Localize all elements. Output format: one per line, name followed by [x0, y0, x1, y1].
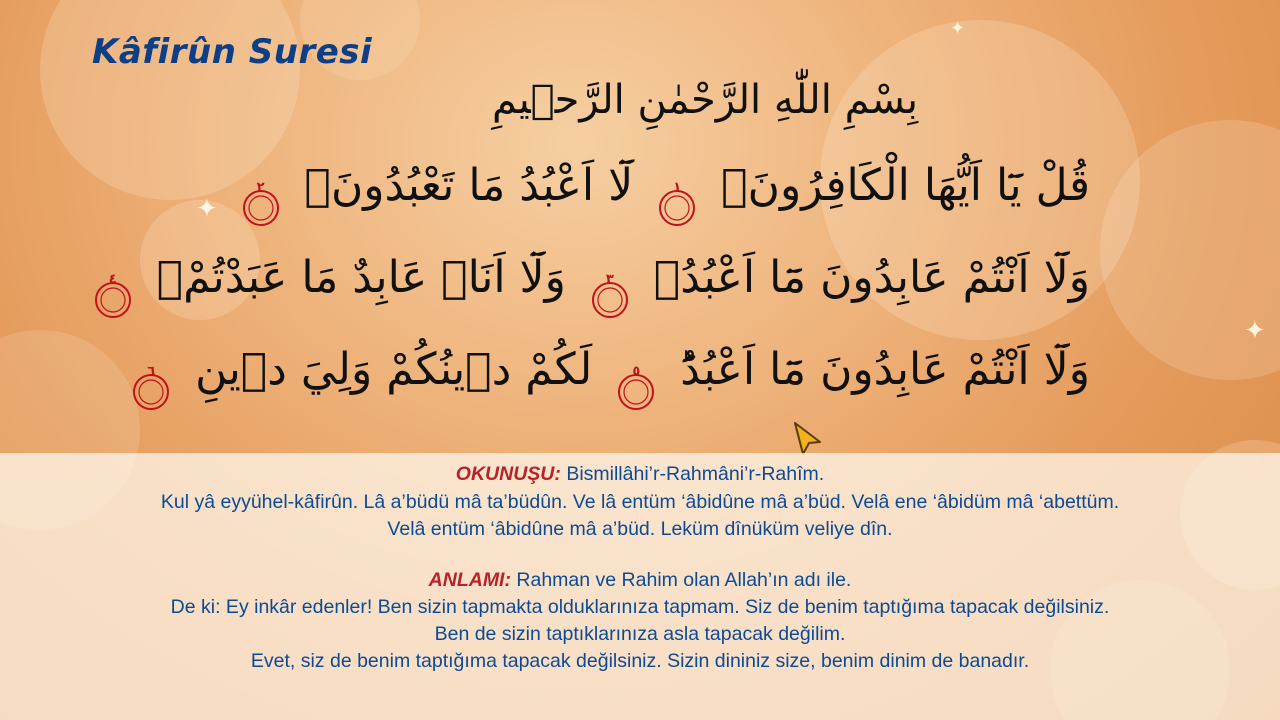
page-title: Kâfirûn Suresi	[92, 32, 373, 72]
ayah-number-marker: ٢	[241, 168, 281, 208]
anlami-label: ANLAMI:	[428, 569, 511, 591]
arabic-text	[108, 60, 1090, 416]
okunusu-line-2: Kul yâ eyyühel-kâfirûn. Lâ a’büdü mâ ta’büdûn. Ve lâ entüm ‘âbidûne mâ a’büd. Velâ ene ‘âbidüm mâ ‘abettüm.	[160, 491, 1120, 513]
okunusu-line-1	[0, 461, 1280, 487]
ayah-number-marker: ٤	[93, 260, 133, 300]
transliteration-panel	[0, 453, 1280, 720]
ayah-text: وَلَٓا اَنْتُمْ عَابِدُونَ مَٓا اَعْبُدُؕ	[680, 344, 1090, 395]
ayah-number-marker: ٥	[616, 352, 656, 392]
anlami-text: Rahman ve Rahim olan Allah’ın adı ile.	[516, 569, 852, 591]
ayah-line	[108, 232, 1090, 324]
okunusu-text: Bismillâhi’r-Rahmâni’r-Rahîm.	[566, 463, 825, 485]
ayah-number-marker: ١	[657, 168, 697, 208]
basmala: بِسْمِ اللّٰهِ الرَّحْمٰنِ الرَّح۪يمِ	[491, 77, 919, 123]
ayah-text: قُلْ يَٓا اَيُّهَا الْكَافِرُونَۙ	[721, 160, 1090, 211]
ayah-number-marker: ٦	[131, 352, 171, 392]
ayah-text: وَلَٓا اَنْتُمْ عَابِدُونَ مَٓا اَعْبُدُۚ	[653, 252, 1090, 303]
anlami-line-4: Evet, siz de benim taptığıma tapacak değilsiniz. Sizin dininiz size, benim dinim de banadır.	[250, 650, 1030, 672]
ayah-line	[147, 324, 1090, 416]
ayah-line	[250, 140, 1090, 232]
anlami-line-3: Ben de sizin taptıklarınıza asla tapacak değilim.	[434, 623, 846, 645]
anlami-line-1	[0, 567, 1280, 593]
sparkle-icon: ✦	[1244, 316, 1266, 346]
ayah-number-marker: ٣	[590, 260, 630, 300]
ayah-text: لَٓا اَعْبُدُ مَا تَعْبُدُونَۙ	[304, 160, 634, 211]
okunusu-label: OKUNUŞU:	[455, 463, 561, 485]
ayah-text: لَكُمْ د۪ينُكُمْ وَلِيَ د۪ينِ	[195, 344, 593, 395]
ayah-text: وَلَٓا اَنَا۬ عَابِدٌ مَا عَبَدْتُمْۙ	[156, 252, 566, 303]
sparkle-icon: ✦	[196, 194, 218, 224]
anlami-line-2: De ki: Ey inkâr edenler! Ben sizin tapmakta olduklarınıza tapmam. Siz de benim taptığıma tapacak değilsiniz.	[170, 596, 1110, 618]
sparkle-icon: ✦	[950, 18, 966, 39]
okunusu-line-3: Velâ entüm ‘âbidûne mâ a’büd. Leküm dînüküm veliye dîn.	[387, 518, 893, 540]
